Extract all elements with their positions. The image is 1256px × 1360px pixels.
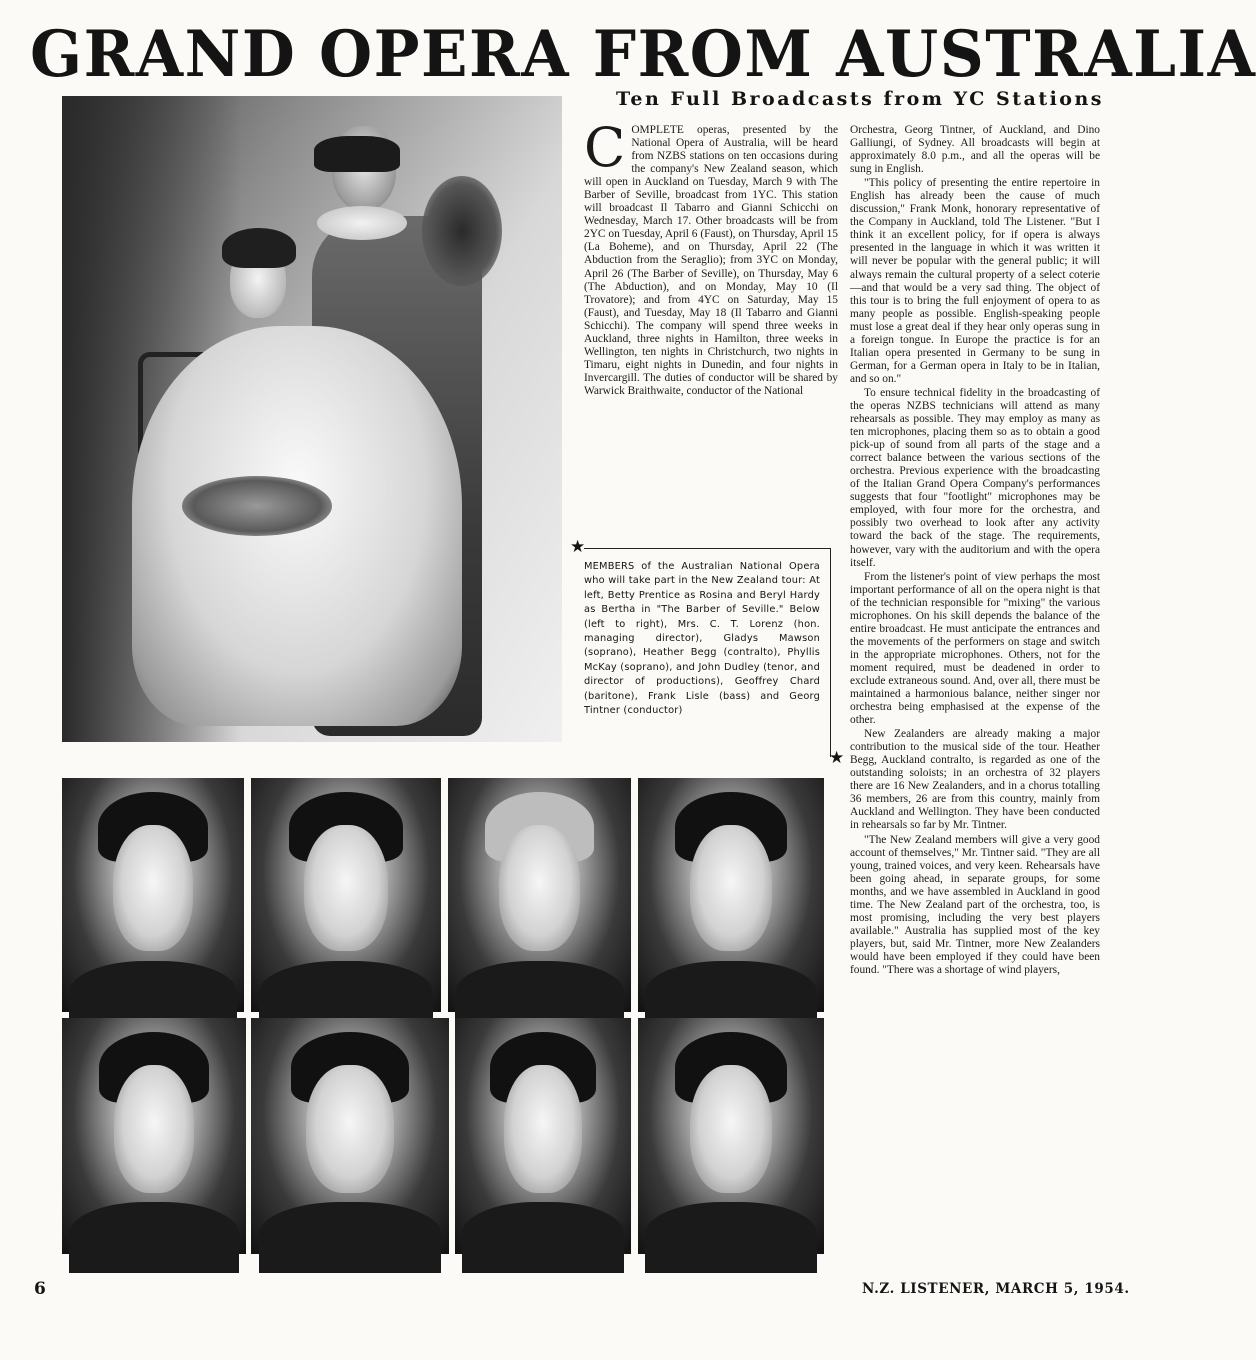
- standing-figure-ruff: [317, 206, 407, 240]
- article-paragraph: Orchestra, Georg Tintner, of Auckland, and Dino Galliungi, of Sydney. All broadcasts will begin at approximately 8.0 p.m., and all the operas will be sung in English.: [850, 124, 1100, 176]
- portrait-face: [690, 825, 772, 951]
- article-paragraph: From the listener's point of view perhaps the most important performance of all on the opera night is that of the technician responsible for "mixing" the various microphones. On his skill depends the balance of the entire broadcast. He must anticipate the entrances and the movements of the performers on stage and switch in the appropriate microphones. Others, not for the moment required, must be deadened in order to exclude extraneous sound. And, over all, there must be maintained a harmonious balance, neither singer nor orchestra being emphasised at the expense of the other.: [850, 570, 1100, 727]
- portrait-face: [306, 1065, 393, 1192]
- portrait-photo: [638, 778, 824, 1012]
- portrait-photo: [62, 1018, 246, 1254]
- portrait-face: [113, 825, 193, 951]
- article-paragraph: "The New Zealand members will give a very good account of themselves," Mr. Tintner said. "They are all young, trained voices, and very keen. Rehearsals have been going ahead, in separate groups, for some months, and we have assembled in Auckland in good time. The New Zealand part of the orchestra, too, is most promising, including the very best players available." Australia has supplied most of the key players, but, said Mr. Tintner, more New Zealanders would have been employed if they could have been found. "There was a shortage of wind players,: [850, 833, 1100, 976]
- article-paragraph: New Zealanders are already making a major contribution to the musical side of the tour. Heather Begg, Auckland contralto, is regarded as one of the outstanding soloists; in an orchestra of 32 players there are 16 New Zealanders, and in a chorus totalling 36 members, 26 are from this country, mainly from Auckland and Wellington. They have been conducted in rehearsals so far by Mr. Tintner.: [850, 728, 1100, 832]
- portrait-photo: [251, 1018, 449, 1254]
- portrait-face: [499, 825, 580, 951]
- article-column-1: [584, 116, 838, 398]
- article-paragraph: OMPLETE operas, presented by the National Opera of Australia, will be heard from NZBS stations on ten occasions during the company's New Zealand season, which will open in Auckland on Tuesday, March 9 with The Barber of Seville, broadcast from 1YC. This station will broadcast Il Tabarro and Gianni Schicchi on Wednesday, March 17. Other broadcasts will be from 2YC on Tuesday, April 6 (Faust), on Thursday, April 15 (La Boheme), and on Thursday, April 22 (The Abduction from the Seraglio); from 3YC on Monday, April 26 (The Barber of Seville), on Thursday, May 6 (The Abduction), and on Monday, May 10 (Il Trovatore); and from 4YC on Saturday, May 15 (Faust), and Tuesday, May 18 (Il Tabarro and Gianni Schicchi). The company will spend three weeks in Auckland, three nights in Hamilton, three weeks in Wellington, ten nights in Christchurch, two nights in Timaru, eight nights in Dunedin, and four nights in Invercargill. The duties of conductor will be shared by Warwick Braithwaite, conductor of the National: [584, 124, 838, 397]
- portrait-photo: [251, 778, 441, 1012]
- portrait-face: [304, 825, 388, 951]
- article-column-2: [850, 124, 1100, 977]
- issue-line: N.Z. LISTENER, MARCH 5, 1954.: [862, 1281, 1130, 1297]
- page-number: 6: [34, 1279, 46, 1299]
- standing-figure-bonnet: [314, 136, 400, 172]
- portrait-shoulders: [69, 1202, 238, 1273]
- portrait-face: [504, 1065, 581, 1192]
- portrait-shoulders: [645, 1202, 816, 1273]
- portrait-photo: [455, 1018, 631, 1254]
- portrait-photo: [62, 778, 244, 1012]
- portrait-shoulders: [462, 1202, 624, 1273]
- star-ornament-bottom: ★: [829, 748, 845, 768]
- drop-cap: C: [584, 116, 626, 179]
- portrait-face: [690, 1065, 772, 1192]
- seated-figure-hair: [222, 228, 296, 268]
- portrait-photo: [638, 1018, 824, 1254]
- star-ornament-top: ★: [570, 537, 586, 557]
- portrait-photo: [448, 778, 631, 1012]
- main-photo-barber-of-seville: [62, 96, 562, 742]
- rose-bouquet: [182, 476, 332, 536]
- portrait-face: [114, 1065, 195, 1192]
- article-paragraph: To ensure technical fidelity in the broadcasting of the operas NZBS technicians will attend as many rehearsals as possible. They may employ as many as ten microphones, placing them so as to obtain a good pick-up of sound from all parts of the stage and a correct balance between the various sections of the orchestra. Previous experience with the broadcasting of the Italian Grand Opera Company's performances suggests that four "footlight" microphones may be employed, with four more for the orchestra, and possibly two overhead to look after any activity toward the back of the stage. The requirements, however, vary with the auditorium and with the opera itself.: [850, 386, 1100, 569]
- article-paragraph: "This policy of presenting the entire repertoire in English has already been the cause of much discussion," Frank Monk, honorary representative of the Company in Auckland, told The Listener. "But I think it an excellent policy, for if opera is always presented in the language in which it was written it will never be popular with the general public; it will always remain the cultural property of a select coterie—and that would be a very sad thing. The object of this tour is to bring the full enjoyment of opera to as many people as possible. English-speaking people must lose a great deal if they hear only operas sung in a foreign tongue. In Europe the practice is for an Italian opera presented in Germany to be sung in German, for a German opera in Italy to be in Italian, and so on.": [850, 177, 1100, 385]
- feather-duster: [422, 176, 502, 286]
- headline: GRAND OPERA FROM AUSTRALIA: [30, 17, 1256, 92]
- portrait-shoulders: [259, 1202, 441, 1273]
- subheadline: Ten Full Broadcasts from YC Stations: [615, 88, 1104, 110]
- photo-caption: MEMBERS of the Australian National Opera who will take part in the New Zealand tour: At left, Betty Prentice as Rosina and Beryl Hardy as Bertha in "The Barber of Seville." Below (left to right), Mrs. C. T. Lorenz (hon. managing director), Gladys Mawson (soprano), Heather Begg (contralto), Phyllis McKay (soprano), and John Dudley (tenor, and director of productions), Geoffrey Chard (baritone), Frank Lisle (bass) and Georg Tintner (conductor): [584, 561, 820, 717]
